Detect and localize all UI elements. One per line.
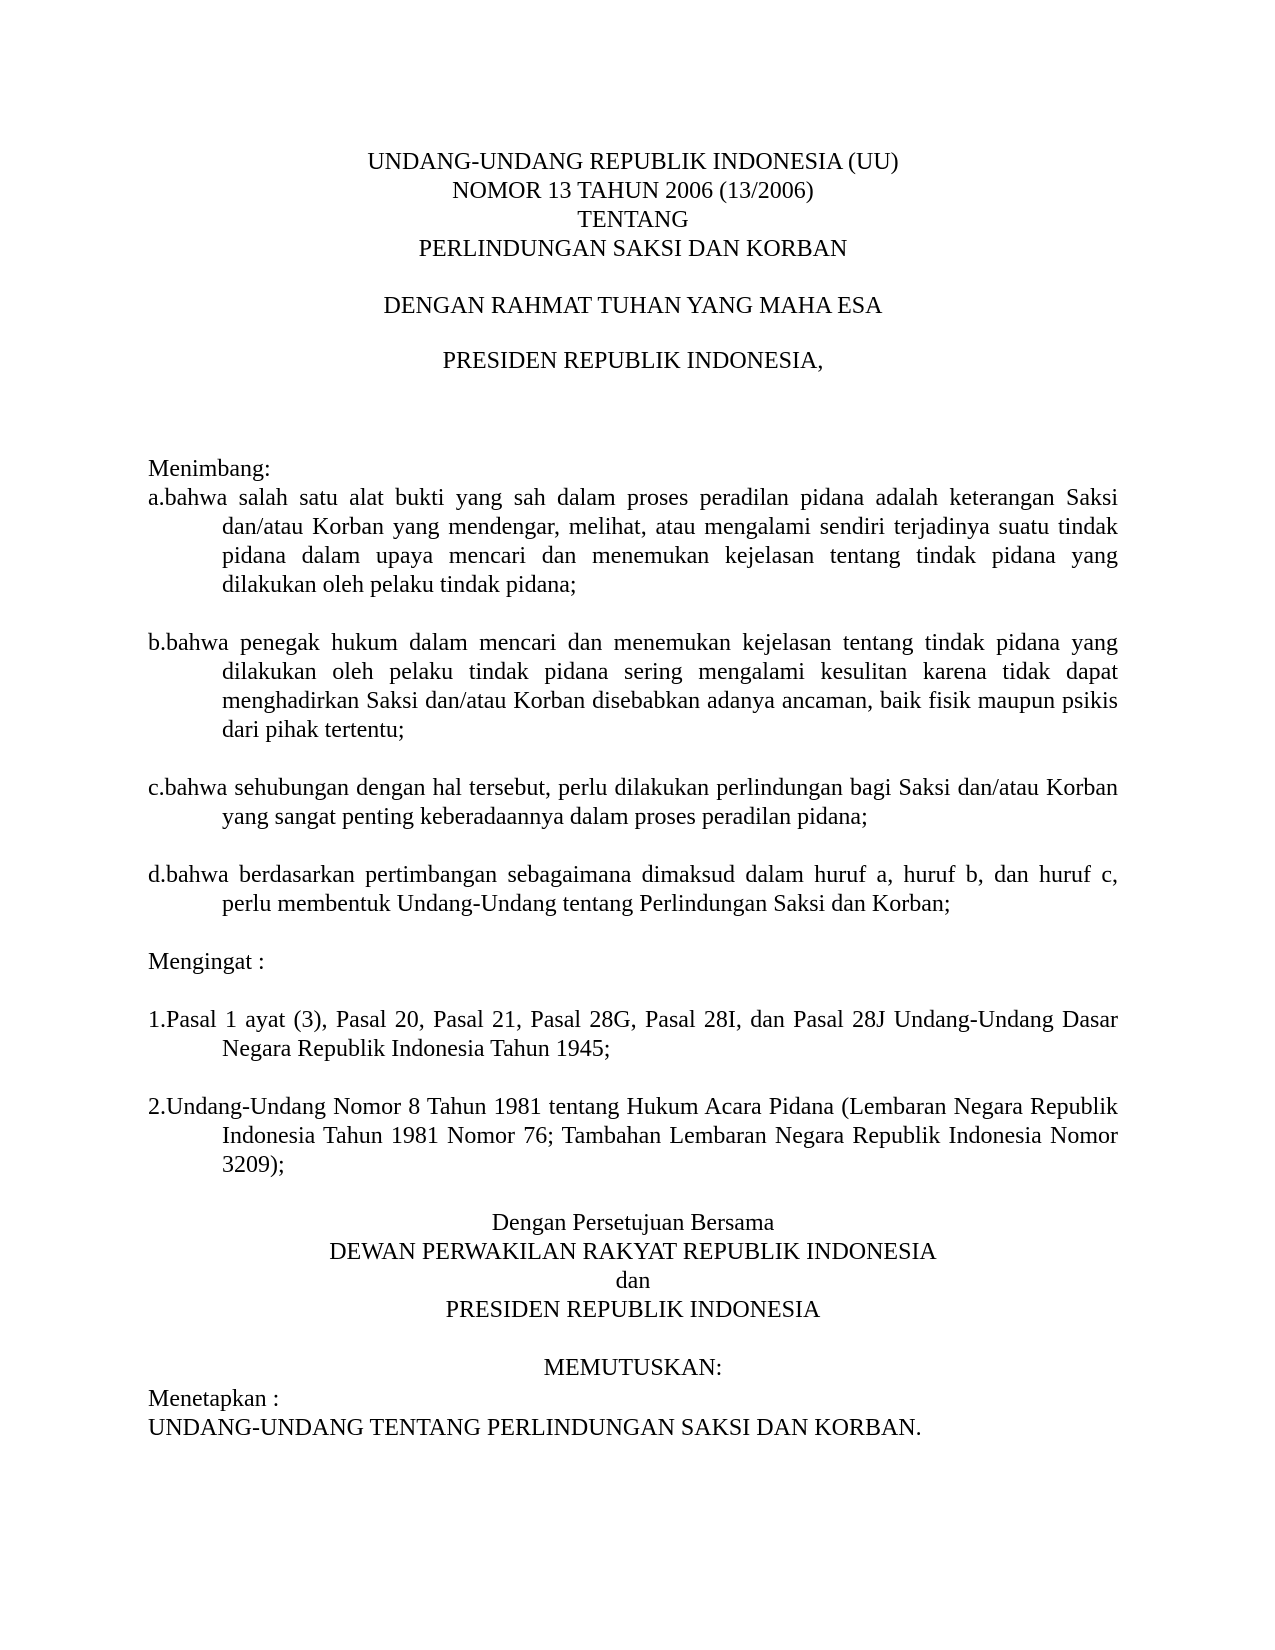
menetapkan-label: Menetapkan :: [148, 1386, 280, 1412]
menimbang-item-a: a.bahwa salah satu alat bukti yang sah dalam proses peradilan pidana adalah keterangan Saksi dan/atau Korban yang mendengar, melihat, atau mengalami sendiri terjadinya suatu tindak pidana dalam upaya mencari dan menemukan kejelasan tentang tindak pidana yang dilakukan oleh pelaku tindak pidana;: [148, 485, 1118, 598]
title-line-4: PERLINDUNGAN SAKSI DAN KORBAN: [418, 236, 848, 262]
menimbang-item-c: c.bahwa sehubungan dengan hal tersebut, perlu dilakukan perlindungan bagi Saksi dan/atau Korban yang sangat penting keberadaannya dalam proses peradilan pidana;: [148, 775, 1118, 830]
presiden-line: PRESIDEN REPUBLIK INDONESIA,: [442, 348, 824, 374]
persetujuan-line-3: dan: [615, 1268, 651, 1294]
mengingat-label: Mengingat :: [148, 949, 265, 975]
document-page: [148, 148, 1118, 1443]
menimbang-label: Menimbang:: [148, 456, 271, 482]
title-line-2: NOMOR 13 TAHUN 2006 (13/2006): [452, 178, 814, 204]
menetapkan-text: UNDANG-UNDANG TENTANG PERLINDUNGAN SAKSI DAN KORBAN.: [148, 1415, 922, 1441]
title-line-3: TENTANG: [577, 207, 689, 233]
persetujuan-line-4: PRESIDEN REPUBLIK INDONESIA: [445, 1297, 821, 1323]
menimbang-item-b: b.bahwa penegak hukum dalam mencari dan menemukan kejelasan tentang tindak pidana yang dilakukan oleh pelaku tindak pidana sering mengalami kesulitan karena tidak dapat menghadirkan Saksi dan/atau Korban disebabkan adanya ancaman, baik fisik maupun psikis dari pihak tertentu;: [148, 630, 1118, 743]
document-title: [148, 148, 1118, 264]
memutuskan-heading: MEMUTUSKAN:: [543, 1355, 723, 1381]
mengingat-item-2: 2.Undang-Undang Nomor 8 Tahun 1981 tentang Hukum Acara Pidana (Lembaran Negara Republik Indonesia Tahun 1981 Nomor 76; Tambahan Lembaran Negara Republik Indonesia Nomor 3209);: [148, 1094, 1118, 1178]
persetujuan-block: [148, 1209, 1118, 1325]
menimbang-item-d: d.bahwa berdasarkan pertimbangan sebagaimana dimaksud dalam huruf a, huruf b, dan huruf c, perlu membentuk Undang-Undang tentang Perlindungan Saksi dan Korban;: [148, 862, 1118, 917]
persetujuan-line-1: Dengan Persetujuan Bersama: [491, 1210, 775, 1236]
mengingat-item-1: 1.Pasal 1 ayat (3), Pasal 20, Pasal 21, Pasal 28G, Pasal 28I, dan Pasal 28J Undang-Undang Dasar Negara Republik Indonesia Tahun 1945;: [148, 1007, 1118, 1062]
rahmat-line: DENGAN RAHMAT TUHAN YANG MAHA ESA: [383, 293, 883, 319]
persetujuan-line-2: DEWAN PERWAKILAN RAKYAT REPUBLIK INDONESIA: [329, 1239, 937, 1265]
title-line-1: UNDANG-UNDANG REPUBLIK INDONESIA (UU): [367, 149, 899, 175]
